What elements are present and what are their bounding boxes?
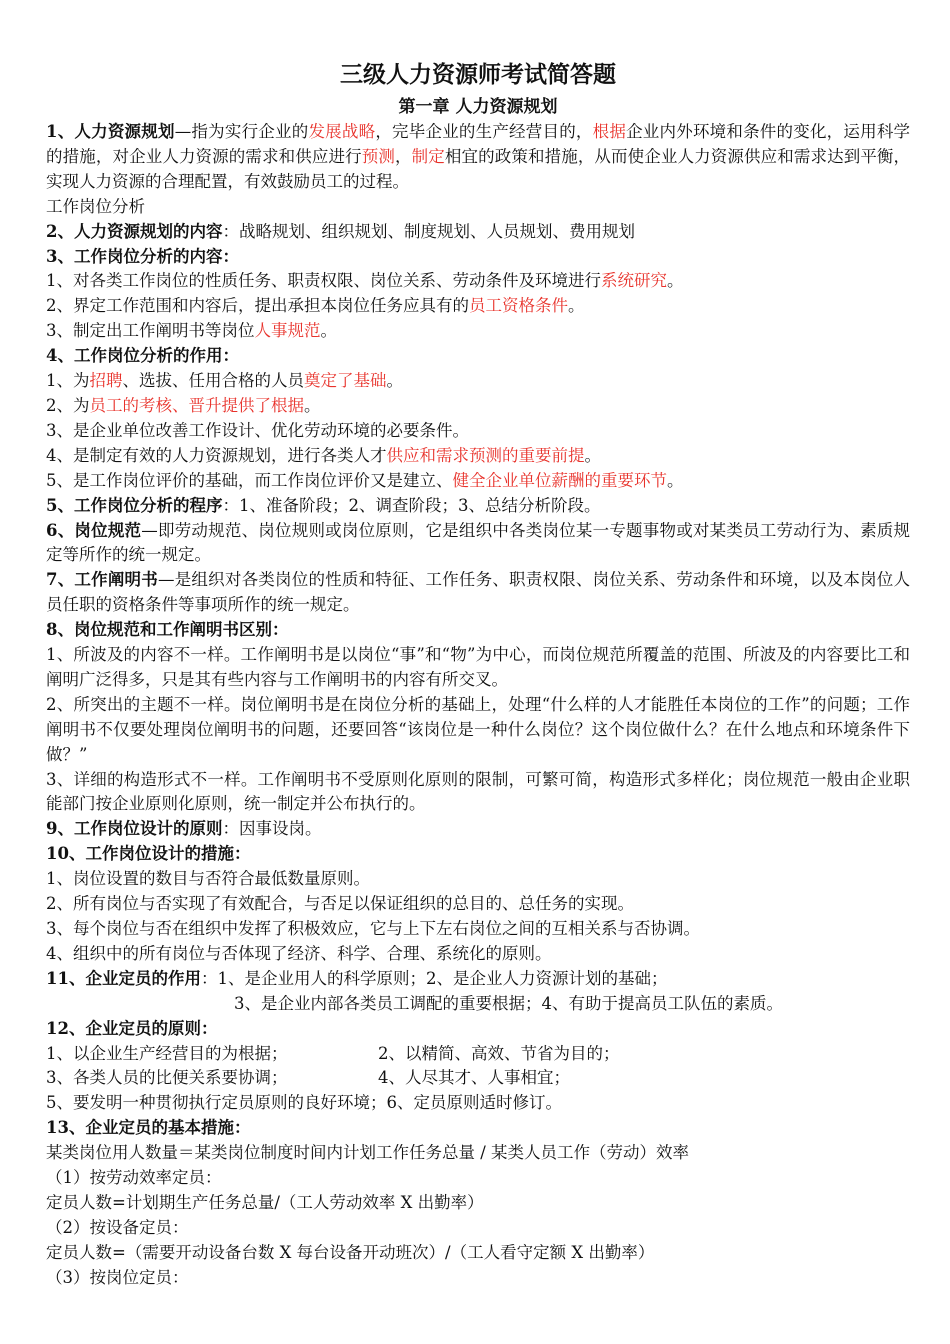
text-run: 2、以精简、高效、节省为目的； <box>378 1043 620 1063</box>
section-8-heading: 8、岗位规范和工作阐明书区别： <box>46 620 289 640</box>
highlight-text: 发展战略 <box>308 122 376 141</box>
text-run: 、选拔、任用合格的人员 <box>122 371 304 391</box>
list-item: 5、要发明一种贯彻执行定员原则的良好环境；6、定员原则适时修订。 <box>46 1093 562 1113</box>
text-run: 。 <box>667 470 684 490</box>
list-item: 3、是企业内部各类员工调配的重要根据；4、有助于提高员工队伍的素质。 <box>234 993 783 1013</box>
list-item <box>46 369 910 394</box>
list-item: 3、是企业单位改善工作设计、优化劳动环境的必要条件。 <box>46 420 469 440</box>
highlight-text: 制定 <box>411 146 445 166</box>
text-run: ：因事设岗。 <box>222 819 322 839</box>
list-item <box>46 394 910 419</box>
highlight-text: 健全企业单位薪酬的重要环节 <box>452 470 667 490</box>
list-item <box>46 294 910 319</box>
section-2-heading: 2、人力资源规划的内容 <box>46 221 223 241</box>
section-12-heading: 12、企业定员的原则： <box>46 1018 218 1038</box>
text-run: —即劳动规范、岗位规则或岗位原则，它是组织中各类岗位某一专题事物或对某类员工劳动行为、素质规定等所作的统一规定。 <box>46 520 911 565</box>
list-item: 2、所有岗位与否实现了有效配合，与否足以保证组织的总目的、总任务的实现。 <box>46 894 634 914</box>
paragraph: 1、所波及的内容不一样。工作阐明书是以岗位“事”和“物”为中心，而岗位规范所覆盖的范围、所波及的内容要比工和阐明广泛得多，只是其有些内容与工作阐明书的内容有所交叉。 <box>46 645 910 689</box>
chapter-heading: 第一章 人力资源规划 <box>398 97 558 117</box>
highlight-text: 员工资格条件 <box>469 296 568 316</box>
sub-heading: 工作岗位分析 <box>46 196 145 216</box>
list-item: （3）按岗位定员： <box>46 1267 189 1287</box>
section-11-line <box>46 967 910 992</box>
text-run: 5、是工作岗位评价的基础，而工作岗位评价又是建立、 <box>46 470 453 490</box>
list-item: （2）按设备定员： <box>46 1217 189 1237</box>
list-item <box>46 444 910 469</box>
section-9-line <box>46 817 910 842</box>
text-run: 。 <box>584 445 601 465</box>
list-item: 1、岗位设置的数目与否符合最低数量原则。 <box>46 869 370 889</box>
section-9-heading: 9、工作岗位设计的原则 <box>46 819 223 839</box>
highlight-text: 招聘 <box>89 371 123 391</box>
paragraph: 3、详细的构造形式不一样。工作阐明书不受原则化原则的限制，可繁可简，构造形式多样化；岗位规范一般由企业职能部门按企业原则化原则，统一制定并公布执行的。 <box>46 769 910 814</box>
paragraph: 2、所突出的主题不一样。岗位阐明书是在岗位分析的基础上，处理“什么样的人才能胜任本岗位的工作”的问题；工作阐明书不仅要处理岗位阐明书的问题，还要回答“该岗位是一种什么岗位？这个岗位做什么？在什么地点和环境条件下做？” <box>46 694 910 764</box>
text-run: —指为实行企业的 <box>174 122 309 141</box>
formula-line: 定员人数=计划期生产任务总量/（工人劳动效率 X 出勤率） <box>46 1192 484 1212</box>
section-1-heading: 1、人力资源规划 <box>46 122 175 141</box>
text-run: 4、人尽其才、人事相宜； <box>378 1068 570 1088</box>
text-run: 1、对各类工作岗位的性质任务、职责权限、岗位关系、劳动条件及环境进行 <box>46 271 601 291</box>
text-run: 2、为 <box>46 395 90 415</box>
document-page <box>46 58 910 1291</box>
text-run: 。 <box>320 321 337 341</box>
highlight-text: 人事规范 <box>254 321 321 341</box>
section-5-heading: 5、工作岗位分析的程序 <box>46 495 223 515</box>
text-run: —是组织对各类岗位的性质和特征、工作任务、职责权限、岗位关系、劳动条件和环境，以及本岗位人员任职的资格条件等事项所作的统一规定。 <box>46 570 911 615</box>
text-run: ， <box>395 146 412 166</box>
text-run: ：1、是企业用人的科学原则；2、是企业人力资源计划的基础； <box>200 968 668 988</box>
list-item <box>46 1066 910 1091</box>
document-title: 三级人力资源师考试简答题 <box>340 61 616 88</box>
text-run: 企业内外环境和条件的变化，运用科学的措施，对企业人力资源的需求和供应进行 <box>46 122 911 166</box>
text-run: 2、界定工作范围和内容后，提出承担本岗位任务应具有的 <box>46 296 469 316</box>
section-2-line <box>46 220 910 245</box>
section-6-paragraph <box>46 519 910 569</box>
text-run: ，完毕企业的生产经营目的， <box>375 122 593 141</box>
text-run: 。 <box>667 271 684 291</box>
list-item <box>46 269 910 294</box>
list-item <box>46 469 910 494</box>
section-5-line <box>46 494 910 519</box>
list-item: 4、组织中的所有岗位与否体现了经济、科学、合理、系统化的原则。 <box>46 943 552 963</box>
highlight-text: 供应和需求预测的重要前提 <box>386 445 585 465</box>
text-run: 1、为 <box>46 371 90 391</box>
highlight-text: 系统研究 <box>601 271 667 291</box>
highlight-text: 根据 <box>592 122 627 141</box>
list-item: 3、每个岗位与否在组织中发挥了积极效应，它与上下左右岗位之间的互相关系与否协调。 <box>46 919 700 938</box>
list-item: （1）按劳动效率定员： <box>46 1168 222 1188</box>
text-run: ：1、准备阶段；2、调查阶段；3、总结分析阶段。 <box>222 495 601 515</box>
section-10-heading: 10、工作岗位设计的措施： <box>46 844 251 864</box>
highlight-text: 员工的考核、晋升提供了根据 <box>89 395 304 415</box>
text-run: 。 <box>304 395 321 415</box>
formula-line: 某类岗位用人数量＝某类岗位制度时间内计划工作任务总量 / 某类人员工作（劳动）效率 <box>46 1143 690 1163</box>
highlight-text: 奠定了基础 <box>304 371 387 391</box>
text-run: 。 <box>568 296 585 316</box>
text-run: 4、是制定有效的人力资源规划，进行各类人才 <box>46 445 387 465</box>
section-4-heading: 4、工作岗位分析的作用： <box>46 346 239 366</box>
section-13-heading: 13、企业定员的基本措施： <box>46 1118 251 1138</box>
text-run: 1、以企业生产经营目的为根据； <box>46 1043 288 1063</box>
section-7-paragraph <box>46 568 910 618</box>
section-11-heading: 11、企业定员的作用 <box>46 968 201 988</box>
text-run: ：战略规划、组织规划、制度规划、人员规划、费用规划 <box>222 221 635 241</box>
section-6-heading: 6、岗位规范 <box>46 520 142 540</box>
section-3-heading: 3、工作岗位分析的内容： <box>46 246 239 266</box>
list-item <box>46 319 910 344</box>
text-run: 相宜的政策和措施，从而使企业人力资源供应和需求达到平衡，实现人力资源的合理配置，有效鼓励员工的过程。 <box>46 146 911 191</box>
highlight-text: 预测 <box>361 146 395 166</box>
section-1-paragraph <box>46 120 910 195</box>
section-7-heading: 7、工作阐明书 <box>46 570 158 590</box>
list-item <box>46 1042 910 1067</box>
formula-line: 定员人数=（需要开动设备台数 X 每台设备开动班次）/（工人看守定额 X 出勤率） <box>46 1242 655 1262</box>
text-run: 3、制定出工作阐明书等岗位 <box>46 321 255 341</box>
text-run: 。 <box>386 371 403 391</box>
text-run: 3、各类人员的比便关系要协调； <box>46 1068 288 1088</box>
